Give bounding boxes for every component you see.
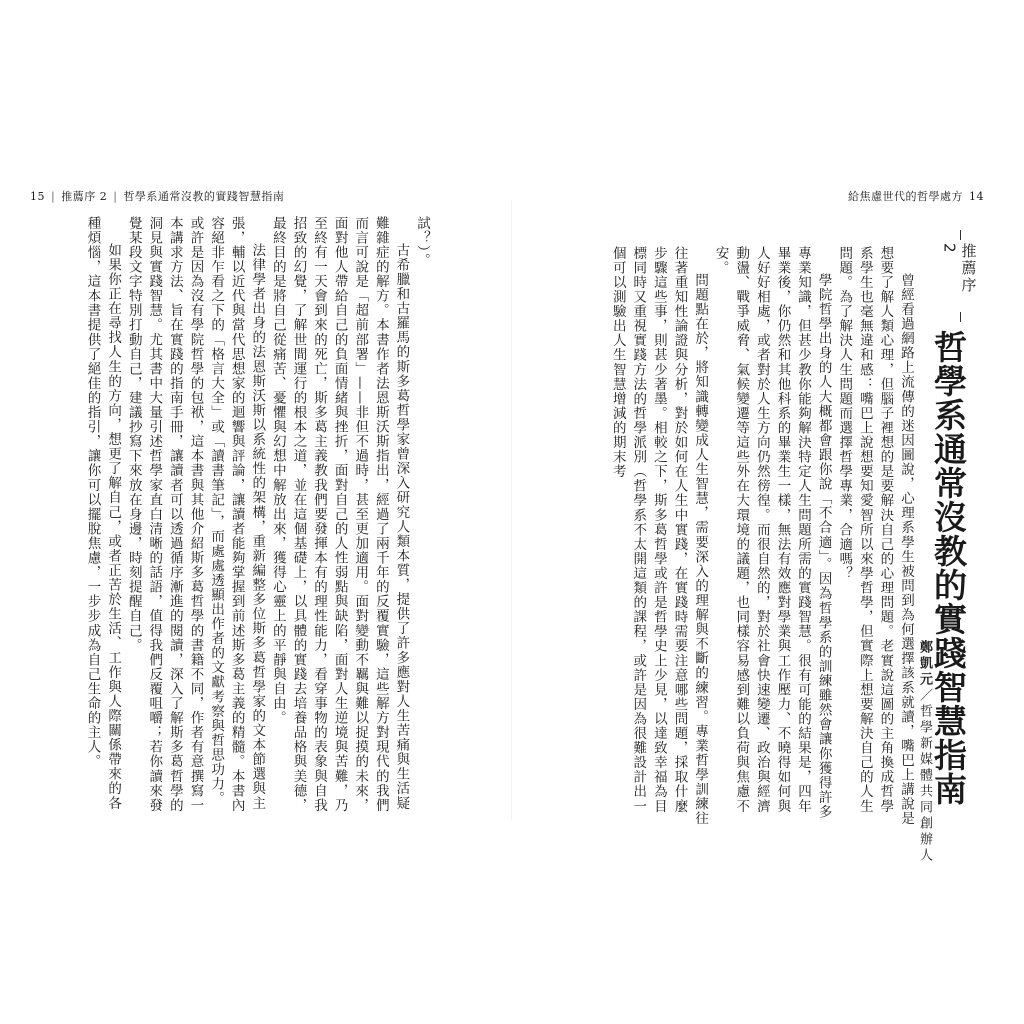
- paragraph: 曾經看過網路上流傳的迷因圖說，心理系學生被問到為何選擇該系就讀，嘴巴上講說是想要了解人類心理，但腦子裡想的是要解決自己的心理問題。老實說這圖的主角換成哲學系學生也毫無違和感：嘴巴上說想要知愛智所以來學哲學，但實際上想要解決自己的人生問題。為了解決人生問題而選擇哲學專業，合適嗎？: [836, 246, 914, 826]
- paragraph: 問題點在於，將知識轉變成人生智慧，需要深入的理解與不斷的練習。專業哲學訓練往往著重知性論證與分析，對於如何在人生中實踐，在實踐時需要注意哪些問題，採取什麼步驟這些事，則甚少著墨。相較之下，斯多葛哲學或許是哲學史上少見，以達致幸福為目標同時又重視實踐方法的哲學派別（哲學系不太開這類的課程，或許是因為很難設計出一個可以測驗出人生智慧增減的期末考: [609, 246, 709, 826]
- badge-rule-top: [960, 230, 961, 240]
- left-page-body: [60, 216, 432, 818]
- page-number-right: 14: [969, 189, 984, 203]
- byline-separator: ／: [917, 688, 932, 704]
- page-number-left: 15: [30, 189, 45, 203]
- author-affiliation: 哲學新媒體共同創辦人: [917, 704, 932, 864]
- chapter-title: 哲學系通常沒教的實踐智慧指南: [929, 330, 968, 806]
- badge-rule-bottom: [960, 312, 961, 322]
- paragraph: 學院哲學出身的人大概都會跟你說「不合適」。因為哲學系的訓練雖然會讓你獲得許多專業知識，但甚少教你能夠解決特定人生問題所需的實踐智慧。很有可能的結果是，四年畢業後，你仍然和其他科系的畢業生一樣，無法有效應對學業與工作壓力、不曉得如何與人好好相處，或者對於人生方向仍然徬徨。而很自然的，對於社會快速變遷、政治與經濟動盪、戰爭威脅、氣候變遷等這些外在大環境的議題，也同樣容易感到難以負荷與焦慮不安。: [712, 246, 832, 820]
- paragraph: 如果你正在尋找人生的方向，想更了解自己，或者正苦於生活、工作與人際關係帶來的各種煩惱，這本書提供了絕佳的指引，讓你可以擺脫焦慮，一步步成為自己生命的主人。: [84, 216, 122, 811]
- header-title-right: 給焦慮世代的哲學處方: [848, 190, 963, 203]
- page-gutter: [511, 200, 512, 820]
- header-title-left: 哲學系通常沒教的實踐智慧指南: [123, 190, 285, 203]
- byline: [914, 640, 934, 864]
- paragraph: 法律學者出身的法恩斯沃斯以系統性的架構，重新編整多位斯多葛哲學家的文本節選與主張，輔以近代與當代思想家的迴響與評論，讓讀者能夠掌握到前述斯多葛主義的精髓。本書內容絕非乍看之下的「格言大全」或「讀書筆記」，而處處透顯出作者的文獻考察與哲思功力。或許是因為沒有學院哲學的包袱，這本書與其他介紹斯多葛哲學的書籍不同，作者有意撰寫一本講求方法、旨在實踐的指南手冊，讓讀者可以透過循序漸進的閱讀，深入了解斯多葛哲學的洞見與實踐智慧。尤其書中大量引述哲學家直白清晰的話語，值得我們反覆咀嚼；若你讀來發覺某段文字特別打動自己，建議抄寫下來放在身邊，時刻提醒自己。: [125, 216, 266, 813]
- author-name: 鄭凱元: [917, 640, 932, 688]
- section-badge: [940, 230, 978, 322]
- running-header-right: [848, 188, 984, 204]
- paragraph: 古希臘和古羅馬的斯多葛哲學家曾深入研究人類本質，提供了許多應對人生苦痛與生活疑難雜症的解方。本書作者法恩斯沃斯指出，經過了兩千年的反覆實驗，這些解方對現代的我們而言可說是「超前部署」——非但不過時，甚至更加適用。面對變動不羈與難以捉摸的未來，面對他人帶給自己的負面情緒與挫折，面對自己的人性弱點與缺陷，面對人生逆境與苦難，乃至終有一天會到來的死亡，斯多葛主義教我們要發揮本有的理性能力，看穿事物的表象與自我招致的幻覺，了解世間運行的根本之道，並在這個基礎上，以具體的實踐去培養品格與美德，最終目的是將自己從痛苦、憂懼與幻想中解放出來，獲得心靈上的平靜與自由。: [269, 216, 410, 813]
- header-separator: |: [113, 189, 118, 203]
- paragraph: 試？）。: [414, 216, 430, 268]
- running-header-left: [30, 188, 284, 204]
- right-page-body: [598, 246, 916, 826]
- header-separator: |: [51, 189, 56, 203]
- badge-label: 推薦序 2: [940, 242, 978, 294]
- header-section: 推薦序 2: [61, 190, 108, 203]
